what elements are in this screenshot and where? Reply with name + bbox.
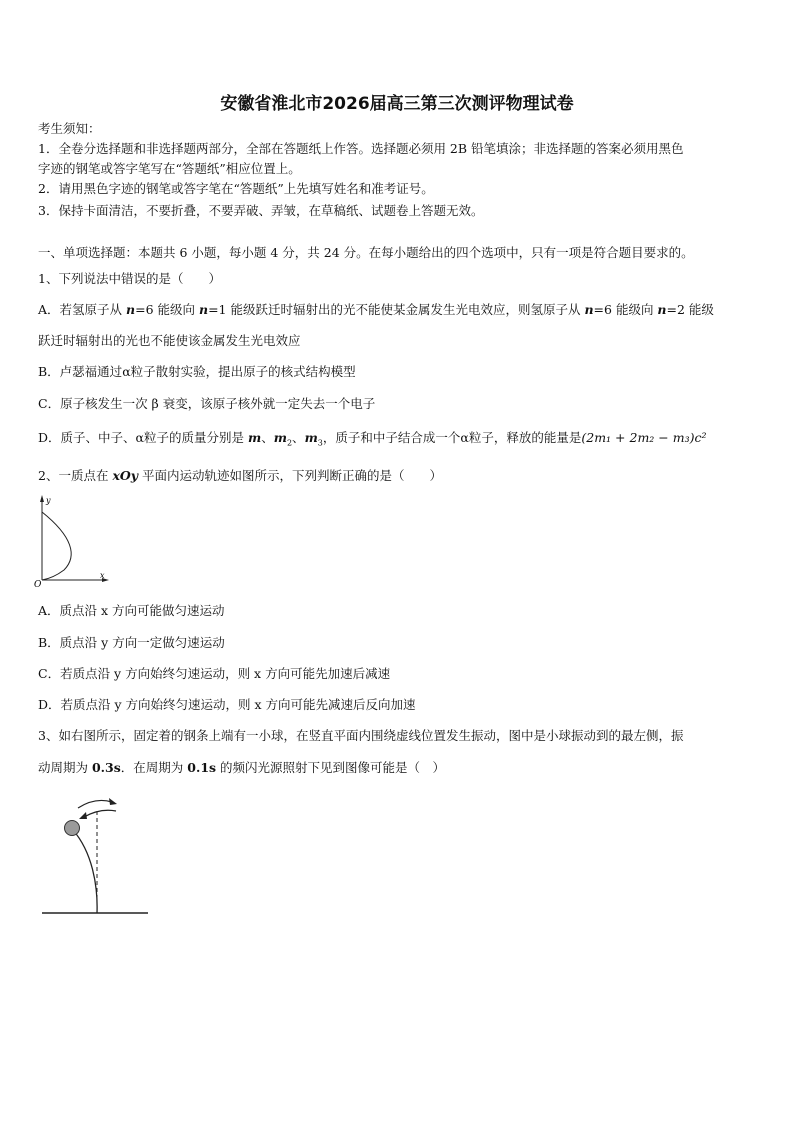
q2-trajectory-figure [34,494,114,589]
q1-a-text-2: =6 能级向 [135,302,199,317]
ball [65,821,80,836]
trajectory-curve [42,512,71,580]
q1-option-b [38,364,356,380]
q3-oscillation-figure [40,790,160,920]
q1-b-text-2: 粒子散射实验，提出原子的核式结构模型 [130,364,356,379]
q1-d-formula: (2m₁ + 2m₂ − m₃)c² [581,430,707,445]
q1-d-text-2: 粒子的质量分别是 [143,430,248,445]
q1-d-m1: m [273,430,287,445]
notice-heading: 考生须知： [38,121,101,136]
q1-a-text-5: =2 能级 [666,302,714,317]
q1-option-d: D．质子、中子、α粒子的质量分别是 m、$m_2$、$m_3$，质子和中子结合成一个α粒子，释放的能量是(2m₁ + 2m₂ − m₃)c² [38,430,707,448]
q2-option-c: C．若质点沿 y 方向始终匀速运动，则 x 方向可能先加速后减速 [38,666,391,681]
q3-period-1: 0.3s [91,760,121,775]
q1-d-alpha2: α [460,430,469,445]
page-title: 安徽省淮北市2026届高三第三次测评物理试卷 [220,94,574,114]
q1-stem: 1、下列说法中错误的是（ ） [38,271,221,286]
q1-option-c: C．原子核发生一次 β 衰变，该原子核外就一定失去一个电子 [38,396,376,411]
q3-line1: 3、如右图所示，固定着的钢条上端有一小球，在竖直平面内围绕虚线位置发生振动，图中是小球振动到的最左侧，振 [38,728,684,743]
q3-line2-text-2: ．在周期为 [120,760,188,775]
q1-d-m: m [247,430,262,445]
q2-option-d: D．若质点沿 y 方向始终匀速运动，则 x 方向可能先减速后反向加速 [38,697,416,712]
q2-xoy: xOy [112,468,139,483]
q1-b-text-1: B．卢瑟福通过 [38,364,123,379]
q1-a-text-4: =6 能级向 [593,302,658,317]
q1-a-text-3: =1 能级跃迁时辐射出的光不能使某金属发生光电效应，则氢原子从 [208,302,585,317]
q1-d-text-1: D．质子、中子、 [38,430,136,445]
y-axis-arrow-icon [40,495,44,502]
q1-d-text-5: ，质子和中子结合成一个 [322,430,461,445]
q2-stem-text-1: 2、一质点在 [38,468,113,483]
notice-item-1b: 字迹的钢笔或答字笔写在“答题纸”相应位置上。 [38,161,301,176]
q2-option-a: A．质点沿 x 方向可能做匀速运动 [38,603,225,618]
q2-stem [38,468,442,484]
y-axis-label: y [46,496,51,505]
q3-period-2: 0.1s [187,760,217,775]
q2-option-b: B．质点沿 y 方向一定做匀速运动 [38,635,225,650]
q2-stem-text-2: 平面内运动轨迹如图所示，下列判断正确的是（ ） [138,468,443,483]
q3-line2-text-1: 动周期为 [38,760,92,775]
q1-option-a-line2: 跃迁时辐射出的光也不能使该金属发生光电效应 [38,333,301,348]
steel-strip [73,830,97,913]
q1-d-text-4: 、 [292,430,305,445]
q1-a-n3: n [584,302,594,317]
q1-d-text-6: 粒子，释放的能量是 [468,430,582,445]
q3-line2 [38,760,445,776]
section-heading: 一、单项选择题：本题共 6 小题，每小题 4 分，共 24 分。在每小题给出的四个选项中，只有一项是符合题目要求的。 [38,245,694,260]
origin-label: O [34,580,42,590]
q1-option-a-line1 [38,302,714,318]
q1-a-n2: n [198,302,209,317]
notice-item-3: 3．保持卡面清洁，不要折叠，不要弄破、弄皱，在草稿纸、试题卷上答题无效。 [38,203,484,218]
q3-line2-text-3: 的频闪光源照射下见到图像可能是（ ） [216,760,446,775]
notice-item-1a: 1．全卷分选择题和非选择题两部分，全部在答题纸上作答。选择题必须用 2B 铅笔填涂；非选择题的答案必须用黑色 [38,141,684,156]
q1-a-text-1: A．若氢原子从 [38,302,127,317]
notice-item-2: 2．请用黑色字迹的钢笔或答字笔在“答题纸”上先填写姓名和准考证号。 [38,181,434,196]
swing-arrow-lower [84,810,116,817]
q1-b-alpha: α [122,364,131,379]
swing-arrow-upper [78,800,112,808]
q1-d-alpha: α [135,430,144,445]
q1-d-text-3: 、 [261,430,274,445]
q1-a-n4: n [657,302,667,317]
q1-d-m2: m [304,430,318,445]
q1-a-n1: n [126,302,136,317]
left-arrow-icon [79,812,87,819]
right-arrow-icon [109,798,117,805]
x-axis-label: x [100,571,105,580]
